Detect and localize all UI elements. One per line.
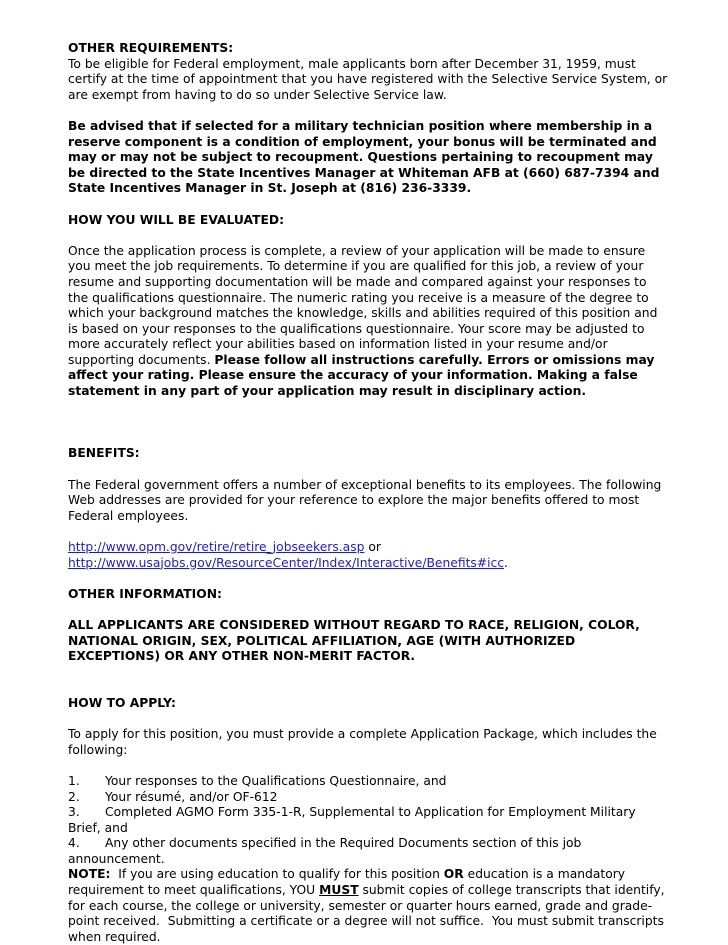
- opm-retire-link[interactable]: http://www.opm.gov/retire/retire_jobseekers.asp: [68, 540, 365, 554]
- list-text: Your résumé, and/or OF-612: [105, 789, 278, 804]
- evaluation-text: Once the application process is complete, a review of your application will be made to ensure you meet the job requirements. To determine if you are qualified for this job, a review of your resume and supporting documentation will be made and compared against your responses to the qualifications questionnaire. The numeric rating you receive is a measure of the degree to which your background matches the knowledge, skills and abilities required of this position and is based on your responses to the qualifications questionnaire. Your score may be adjusted to more accurately reflect your abilities based on information listed in your resume and/or supporting documents.: [68, 243, 658, 367]
- how-to-apply-intro: To apply for this position, you must provide a complete Application Package, which includes the following:: [68, 727, 657, 757]
- note-text-2: education is a mandatory requirement to meet qualifications, YOU: [68, 867, 626, 898]
- list-item: [68, 836, 668, 867]
- benefits-heading: BENEFITS:: [68, 446, 140, 461]
- list-text: Any other documents specified in the Required Documents section of this job announcement.: [68, 836, 582, 866]
- link-period: .: [504, 555, 508, 570]
- list-item: [68, 805, 668, 836]
- evaluation-heading: HOW YOU WILL BE EVALUATED:: [68, 212, 284, 227]
- list-text: Your responses to the Qualifications Questionnaire, and: [105, 773, 447, 788]
- how-to-apply-heading: HOW TO APPLY:: [68, 695, 176, 710]
- note-text-3: submit copies of college transcripts that identify, for each course, the college or university, semester or quarter hours earned, grade and grade-point received. Submitting a certificate or a degree will not suffice. You must submit transcripts when required.: [68, 883, 669, 944]
- list-number: 2.: [68, 789, 80, 804]
- equal-opportunity-paragraph: ALL APPLICANTS ARE CONSIDERED WITHOUT REGARD TO RACE, RELIGION, COLOR, NATIONAL ORIGIN, SEX, POLITICAL AFFILIATION, AGE (WITH AUTHORIZED EXCEPTIONS) OR ANY OTHER NON-MERIT FACTOR.: [68, 617, 640, 664]
- list-number: 1.: [68, 773, 80, 788]
- other-requirements-heading: OTHER REQUIREMENTS:: [68, 41, 234, 55]
- other-information-heading: OTHER INFORMATION:: [68, 586, 222, 601]
- benefits-links: [68, 540, 668, 571]
- evaluation-warning: Please follow all instructions carefully. Errors or omissions may affect your rating. Please ensure the accuracy of your information. Making a false statement in any part of your application may result in disciplinary action.: [68, 352, 655, 399]
- link-or-text: or: [364, 540, 381, 554]
- document-page: [68, 41, 668, 945]
- selective-service-paragraph: To be eligible for Federal employment, male applicants born after December 31, 1959, must certify at the time of appointment that you have registered with the Selective Service System, or are exempt from having to do so under Selective Service law.: [68, 56, 668, 102]
- list-text: Completed AGMO Form 335-1-R, Supplemental to Application for Employment Military Brief, and: [68, 805, 636, 835]
- usajobs-benefits-link[interactable]: http://www.usajobs.gov/ResourceCenter/Index/Interactive/Benefits#icc: [68, 555, 505, 570]
- list-item: [68, 790, 668, 806]
- note-label: NOTE:: [68, 867, 111, 882]
- note-or: OR: [443, 867, 464, 882]
- note-must: MUST: [319, 883, 359, 898]
- list-number: 3.: [68, 805, 80, 820]
- note-text-1: If you are using education to qualify for this position: [110, 867, 444, 882]
- bonus-advisory-paragraph: Be advised that if selected for a military technician position where membership in a reserve component is a condition of employment, your bonus will be terminated and may or may not be subject to recoupment. Questions pertaining to recoupment may be directed to the State Incentives Manager at Whiteman AFB at (660) 687-7394 and State Incentives Manager in St. Joseph at (816) 236-3339.: [68, 118, 660, 196]
- benefits-paragraph: The Federal government offers a number of exceptional benefits to its employees. The following Web addresses are provided for your reference to explore the major benefits offered to most Federal employees.: [68, 477, 662, 523]
- list-number: 4.: [68, 836, 80, 851]
- list-item: [68, 774, 668, 790]
- transcript-note: [68, 867, 668, 945]
- evaluation-paragraph: [68, 244, 668, 400]
